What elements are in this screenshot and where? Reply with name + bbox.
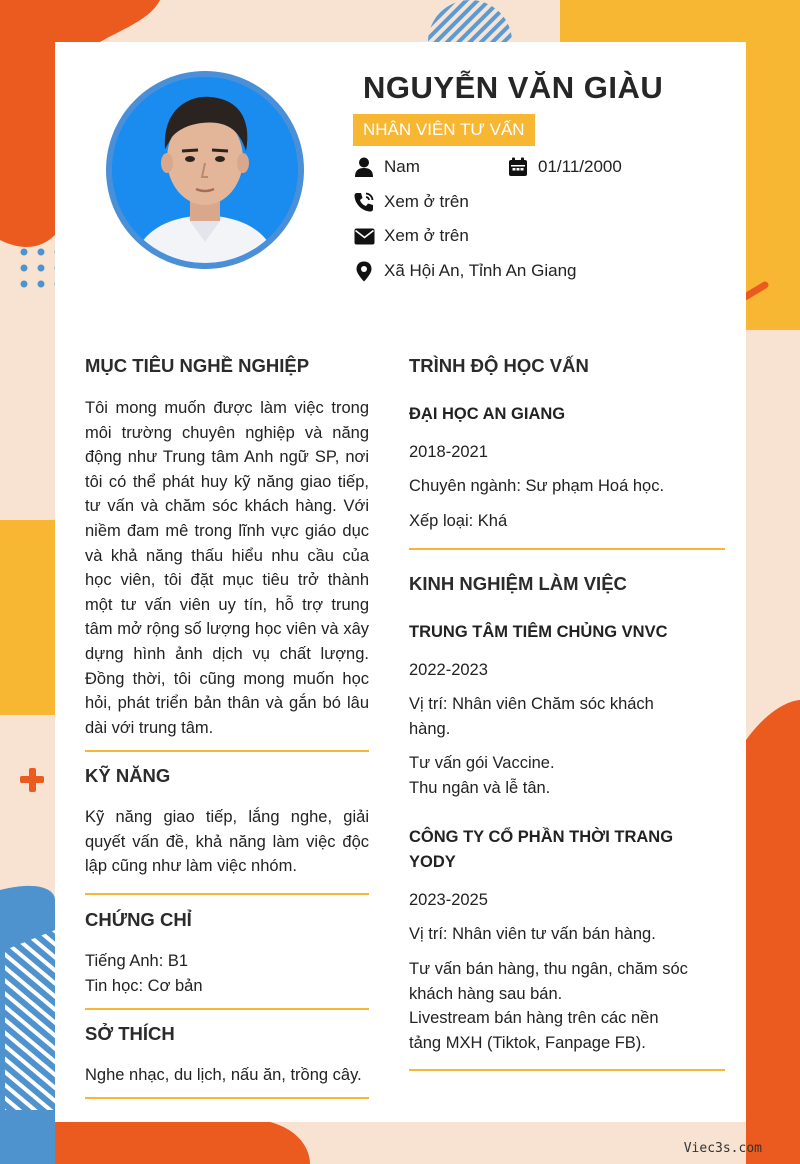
calendar-icon [507, 156, 529, 178]
education-years: 2018-2021 [409, 443, 488, 461]
location-pin-icon [353, 260, 375, 282]
gender-row [353, 156, 420, 178]
phone-value: Xem ở trên [384, 192, 469, 211]
gender-value: Nam [384, 157, 420, 176]
divider [85, 893, 369, 895]
birthdate-row [507, 156, 622, 178]
job-title-badge: NHÂN VIÊN TƯ VẤN [353, 114, 535, 146]
phone-row [353, 191, 469, 213]
person-icon [353, 156, 375, 178]
school-name: ĐẠI HỌC AN GIANG [409, 405, 566, 423]
experience-title: KINH NGHIỆM LÀM VIỆC [409, 573, 627, 594]
company-name: CÔNG TY CỔ PHẦN THỜI TRANG YODY [409, 828, 674, 871]
phone-icon [353, 191, 375, 213]
address-row [353, 260, 576, 282]
company-name: TRUNG TÂM TIÊM CHỦNG VNVC [409, 623, 668, 641]
email-row [353, 225, 469, 247]
job-duty: Livestream bán hàng trên các nền tảng MXH (Tiktok, Fanpage FB). [409, 1009, 659, 1052]
objective-text: Tôi mong muốn được làm việc trong môi trường chuyên nghiệp và năng động như Trung tâm Anh ngữ SP, nơi tôi có thể phát huy kỹ năng giao tiếp, tư vấn và chăm sóc khách hàng. Với niềm đam mê trong lĩnh vực giáo dục và khả năng thấu hiểu nhu cầu của học viên, tôi đặt mục tiêu trở thành một tư vấn viên uy tín, hỗ trợ trung tâm mở rộng số lượng học viên và xây dựng hình ảnh dịch vụ chất lượng. Đồng thời, tôi cũng mong muốn học hỏi, phát triển bản thân và gắn bó lâu dài với trung tâm. [85, 399, 369, 737]
divider [409, 548, 725, 550]
job-duty: Thu ngân và lễ tân. [409, 779, 551, 797]
divider [85, 1097, 369, 1099]
job-years: 2023-2025 [409, 891, 488, 909]
divider [85, 750, 369, 752]
candidate-name: NGUYỄN VĂN GIÀU [363, 70, 664, 105]
hobbies-title: SỞ THÍCH [85, 1023, 175, 1044]
birthdate-value: 01/11/2000 [538, 157, 622, 176]
certificate-item: Tin học: Cơ bản [85, 977, 203, 995]
address-value: Xã Hội An, Tỉnh An Giang [384, 261, 577, 280]
certificate-item: Tiếng Anh: B1 [85, 952, 189, 970]
skills-text: Kỹ năng giao tiếp, lắng nghe, giải quyết vấn đề, khả năng làm việc độc lập cũng như làm việc nhóm. [85, 808, 369, 876]
job-position: Vị trí: Nhân viên Chăm sóc khách hàng. [409, 695, 654, 738]
education-rank: Xếp loại: Khá [409, 512, 508, 530]
objective-title: MỤC TIÊU NGHỀ NGHIỆP [85, 355, 310, 376]
job-position: Vị trí: Nhân viên tư vấn bán hàng. [409, 925, 656, 943]
watermark: Viec3s.com [683, 1141, 762, 1156]
hobbies-text: Nghe nhạc, du lịch, nấu ăn, trồng cây. [85, 1066, 362, 1084]
education-title: TRÌNH ĐỘ HỌC VẤN [409, 355, 589, 376]
job-duty: Tư vấn gói Vaccine. [409, 754, 555, 772]
avatar [112, 77, 298, 263]
divider [85, 1008, 369, 1010]
envelope-icon [353, 225, 375, 247]
education-major: Chuyên ngành: Sư phạm Hoá học. [409, 477, 665, 495]
divider [409, 1069, 725, 1071]
job-duty: Tư vấn bán hàng, thu ngân, chăm sóc khách hàng sau bán. [409, 960, 688, 1003]
job-years: 2022-2023 [409, 661, 488, 679]
skills-title: KỸ NĂNG [85, 765, 171, 786]
certificates-title: CHỨNG CHỈ [85, 909, 192, 930]
email-value: Xem ở trên [384, 226, 469, 245]
